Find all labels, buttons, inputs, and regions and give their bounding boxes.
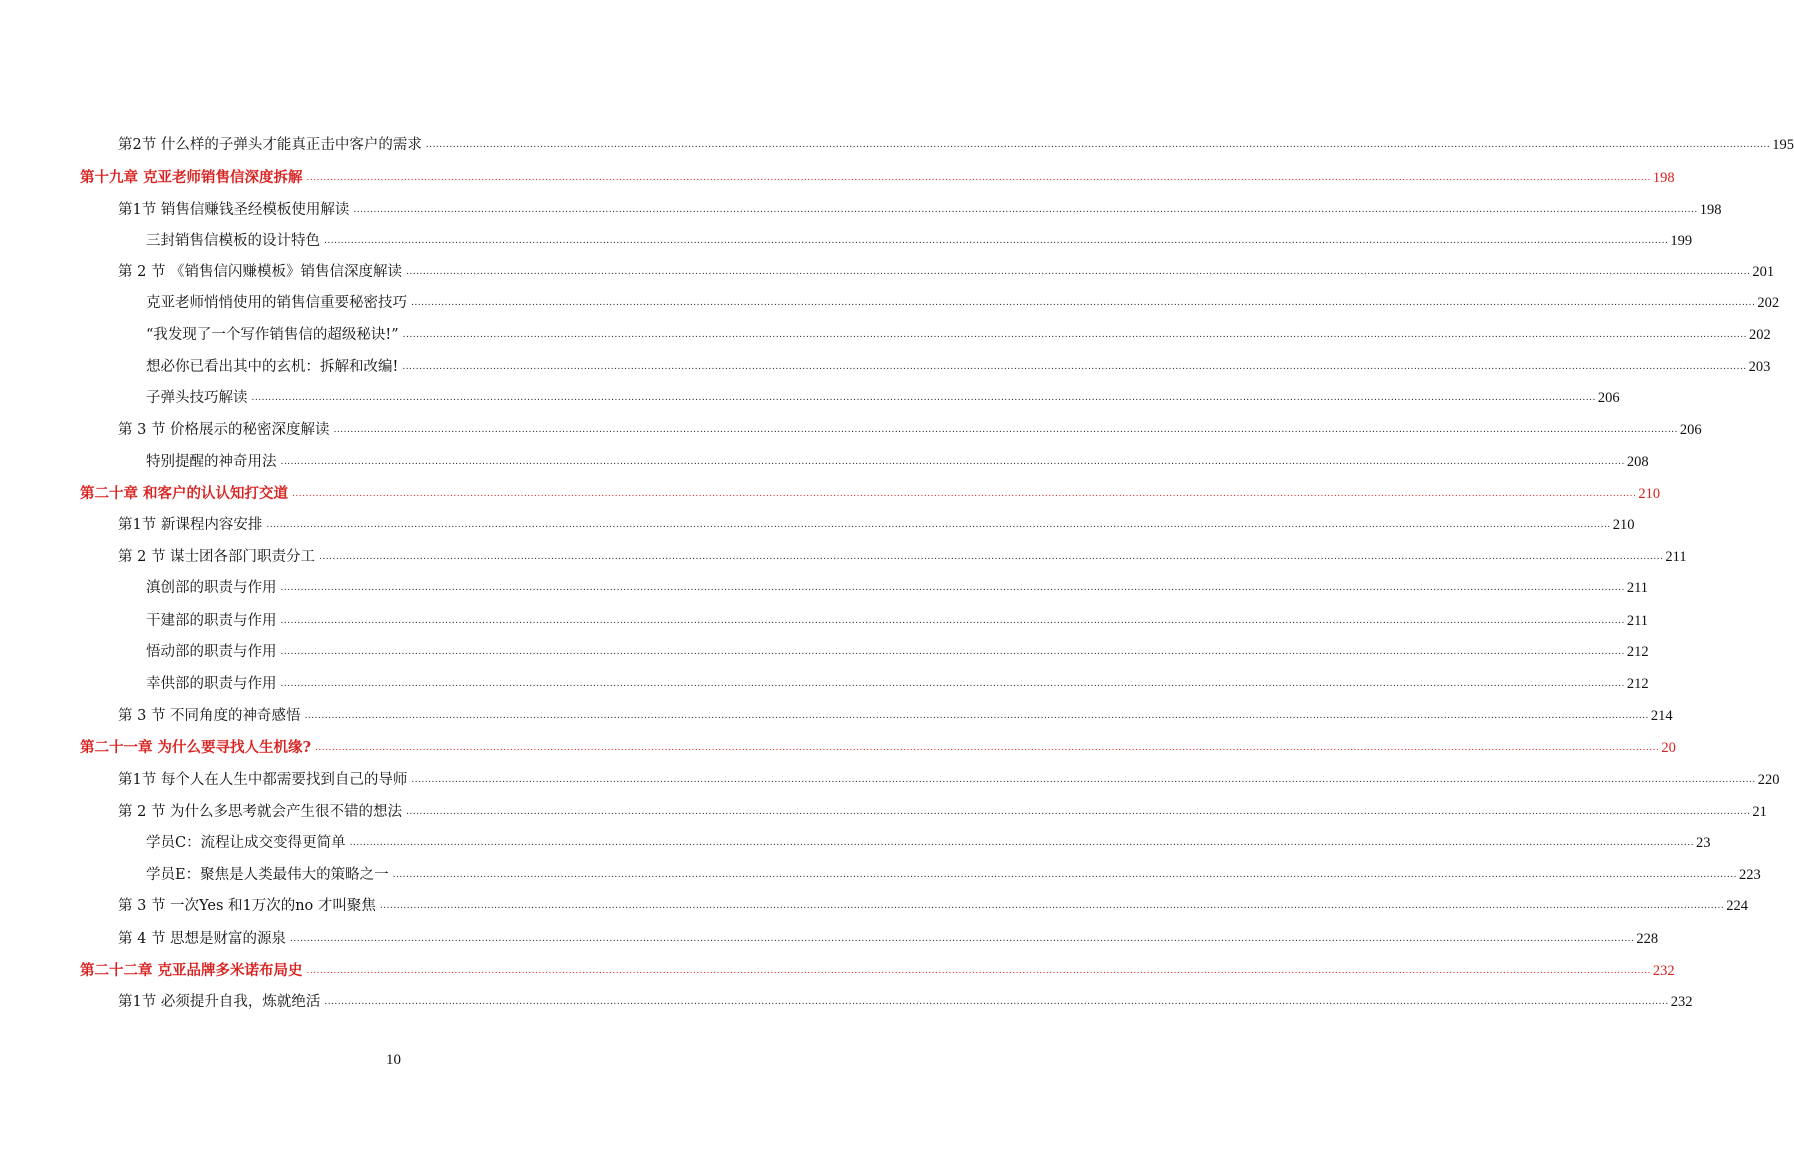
dot-leader: ................................................................................................................................................................................................................................................................................................................................................................................................................ [280, 583, 1625, 593]
dot-leader: ................................................................................................................................................................................................................................................................................................................................................................................................................ [319, 552, 1664, 562]
toc-entry-page: 210 [1612, 517, 1635, 533]
dot-leader: ................................................................................................................................................................................................................................................................................................................................................................................................................ [333, 425, 1678, 435]
toc-entry-page: 199 [1670, 233, 1693, 249]
page-number: 10 [386, 1052, 401, 1068]
toc-entry-page: 214 [1650, 708, 1673, 724]
toc-entry[interactable] [118, 987, 1693, 1011]
toc-entry-title: 子弹头技巧解读 [146, 390, 248, 406]
dot-leader: ................................................................................................................................................................................................................................................................................................................................................................................................................ [392, 870, 1737, 880]
toc-entry[interactable] [118, 257, 1775, 281]
toc-entry-page: 228 [1636, 931, 1659, 947]
toc-entry[interactable] [118, 765, 1780, 789]
toc-entry-title: 第 3 节 价格展示的秘密深度解读 [118, 422, 330, 438]
toc-chapter[interactable] [80, 733, 1676, 757]
toc-entry-title: 特别提醒的神奇用法 [146, 454, 277, 470]
toc-chapter-page: 20 [1661, 740, 1676, 756]
toc-chapter-page: 232 [1652, 963, 1675, 979]
toc-entry-title: 学员E：聚焦是人类最伟大的策略之一 [146, 867, 389, 883]
toc-entry-title: 第 4 节 思想是财富的源泉 [118, 931, 287, 947]
dot-leader: ................................................................................................................................................................................................................................................................................................................................................................................................................ [402, 362, 1747, 372]
toc-entry-title: 第1节 销售信赚钱圣经模板使用解读 [118, 202, 350, 218]
toc-entry[interactable] [146, 573, 1649, 597]
dot-leader: ................................................................................................................................................................................................................................................................................................................................................................................................................ [411, 775, 1756, 785]
dot-leader: ................................................................................................................................................................................................................................................................................................................................................................................................................ [290, 934, 1635, 944]
dot-leader: ................................................................................................................................................................................................................................................................................................................................................................................................................ [425, 140, 1771, 150]
toc-entry-page: 212 [1626, 644, 1649, 660]
toc-entry-title: 幸供部的职责与作用 [146, 676, 277, 692]
toc-entry[interactable] [146, 352, 1771, 376]
toc-chapter-title: 第十九章 克亚老师销售信深度拆解 [80, 169, 303, 186]
dot-leader: ................................................................................................................................................................................................................................................................................................................................................................................................................ [280, 457, 1625, 467]
dot-leader: ................................................................................................................................................................................................................................................................................................................................................................................................................ [280, 647, 1625, 657]
toc-entry-page: 21 [1752, 804, 1767, 820]
toc-entry-page: 202 [1749, 327, 1771, 343]
toc-entry-title: “我发现了一个写作销售信的超级秘诀!” [146, 327, 399, 343]
toc-entry-title: 第1节 每个人在人生中都需要找到自己的导师 [118, 772, 408, 788]
toc-entry-page: 202 [1757, 295, 1780, 311]
toc-entry-page: 212 [1626, 676, 1649, 692]
toc-entry-page: 211 [1626, 580, 1649, 596]
dot-leader: ................................................................................................................................................................................................................................................................................................................................................................................................................ [280, 616, 1625, 626]
toc-chapter[interactable] [80, 163, 1675, 187]
toc-entry[interactable] [118, 510, 1635, 534]
toc-chapter-page: 198 [1652, 170, 1675, 186]
dot-leader: ................................................................................................................................................................................................................................................................................................................................................................................................................ [406, 807, 1751, 817]
dot-leader: ................................................................................................................................................................................................................................................................................................................................................................................................................ [306, 966, 1651, 976]
dot-leader: ................................................................................................................................................................................................................................................................................................................................................................................................................ [324, 236, 1669, 246]
toc-entry-page: 203 [1748, 359, 1771, 375]
toc-entry-title: 第2节 什么样的子弹头才能真正击中客户的需求 [118, 137, 422, 153]
toc-entry[interactable] [146, 828, 1711, 852]
toc-entry[interactable] [146, 606, 1649, 630]
toc-entry[interactable] [146, 860, 1761, 884]
dot-leader: ................................................................................................................................................................................................................................................................................................................................................................................................................ [266, 520, 1611, 530]
toc-entry-title: 干建部的职责与作用 [146, 613, 277, 629]
toc-entry-title: 学员C：流程让成交变得更简单 [146, 835, 346, 851]
toc-entry[interactable] [118, 130, 1794, 154]
toc-entry-title: 第 3 节 不同角度的神奇感悟 [118, 708, 301, 724]
toc-entry-page: 208 [1626, 454, 1649, 470]
toc-entry-title: 克亚老师悄悄使用的销售信重要秘密技巧 [146, 295, 407, 311]
toc-entry-title: 第 3 节 一次Yes 和1万次的no 才叫聚焦 [118, 898, 376, 914]
toc-entry-page: 195 [1772, 137, 1794, 153]
toc-entry[interactable] [146, 383, 1620, 407]
toc-entry[interactable] [146, 447, 1649, 471]
toc-entry[interactable] [146, 226, 1693, 250]
dot-leader: ................................................................................................................................................................................................................................................................................................................................................................................................................ [251, 393, 1596, 403]
toc-chapter-page: 210 [1638, 486, 1661, 502]
toc-entry-page: 201 [1752, 264, 1775, 280]
dot-leader: ................................................................................................................................................................................................................................................................................................................................................................................................................ [411, 298, 1756, 308]
toc-entry-title: 三封销售信模板的设计特色 [146, 233, 320, 249]
dot-leader: ................................................................................................................................................................................................................................................................................................................................................................................................................ [306, 173, 1651, 183]
toc-entry-title: 第 2 节 为什么多思考就会产生很不错的想法 [118, 804, 403, 820]
toc-entry-title: 第 2 节 谋士团各部门职责分工 [118, 549, 316, 565]
toc-entry-page: 211 [1665, 549, 1687, 565]
dot-leader: ................................................................................................................................................................................................................................................................................................................................................................................................................ [304, 711, 1649, 721]
toc-entry[interactable] [146, 288, 1780, 312]
toc-chapter-title: 第二十二章 克亚品牌多米诺布局史 [80, 962, 303, 979]
toc-entry-page: 211 [1626, 613, 1649, 629]
toc-entry-page: 232 [1670, 994, 1693, 1010]
toc-chapter-title: 第二十章 和客户的认认知打交道 [80, 485, 289, 502]
toc-entry[interactable] [146, 669, 1649, 693]
toc-entry-page: 198 [1699, 202, 1722, 218]
toc-entry[interactable] [118, 924, 1659, 948]
dot-leader: ................................................................................................................................................................................................................................................................................................................................................................................................................ [353, 205, 1698, 215]
dot-leader: ................................................................................................................................................................................................................................................................................................................................................................................................................ [349, 838, 1694, 848]
toc-entry-page: 220 [1757, 772, 1780, 788]
toc-entry[interactable] [118, 701, 1673, 725]
toc-entry[interactable] [118, 195, 1722, 219]
toc-entry[interactable] [146, 637, 1649, 661]
dot-leader: ................................................................................................................................................................................................................................................................................................................................................................................................................ [406, 267, 1751, 277]
dot-leader: ................................................................................................................................................................................................................................................................................................................................................................................................................ [315, 743, 1660, 753]
toc-entry[interactable] [118, 542, 1687, 566]
dot-leader: ................................................................................................................................................................................................................................................................................................................................................................................................................ [324, 997, 1669, 1007]
toc-entry-title: 第1节 必须提升自我，炼就绝活 [118, 994, 321, 1010]
toc-chapter-title: 第二十一章 为什么要寻找人生机缘? [80, 739, 312, 756]
toc-entry-title: 第 2 节 《销售信闪赚模板》销售信深度解读 [118, 264, 403, 280]
toc-chapter[interactable] [80, 956, 1675, 980]
toc-entry-title: 悟动部的职责与作用 [146, 644, 277, 660]
toc-entry[interactable] [146, 320, 1771, 344]
toc-chapter[interactable] [80, 479, 1661, 503]
toc-entry-page: 23 [1695, 835, 1711, 851]
toc-entry-page: 224 [1726, 898, 1748, 914]
dot-leader: ................................................................................................................................................................................................................................................................................................................................................................................................................ [402, 330, 1747, 340]
dot-leader: ................................................................................................................................................................................................................................................................................................................................................................................................................ [292, 489, 1637, 499]
toc-entry[interactable] [118, 891, 1748, 915]
dot-leader: ................................................................................................................................................................................................................................................................................................................................................................................................................ [379, 901, 1725, 911]
dot-leader: ................................................................................................................................................................................................................................................................................................................................................................................................................ [280, 679, 1625, 689]
toc-entry[interactable] [118, 797, 1767, 821]
toc-entry-page: 206 [1597, 390, 1620, 406]
toc-entry-title: 第1节 新课程内容安排 [118, 517, 263, 533]
toc-entry-page: 223 [1738, 867, 1761, 883]
toc-entry-page: 206 [1679, 422, 1702, 438]
toc-entry-title: 想必你已看出其中的玄机：拆解和改编! [146, 359, 399, 375]
toc-entry-title: 滇创部的职责与作用 [146, 580, 277, 596]
toc-entry[interactable] [118, 415, 1702, 439]
